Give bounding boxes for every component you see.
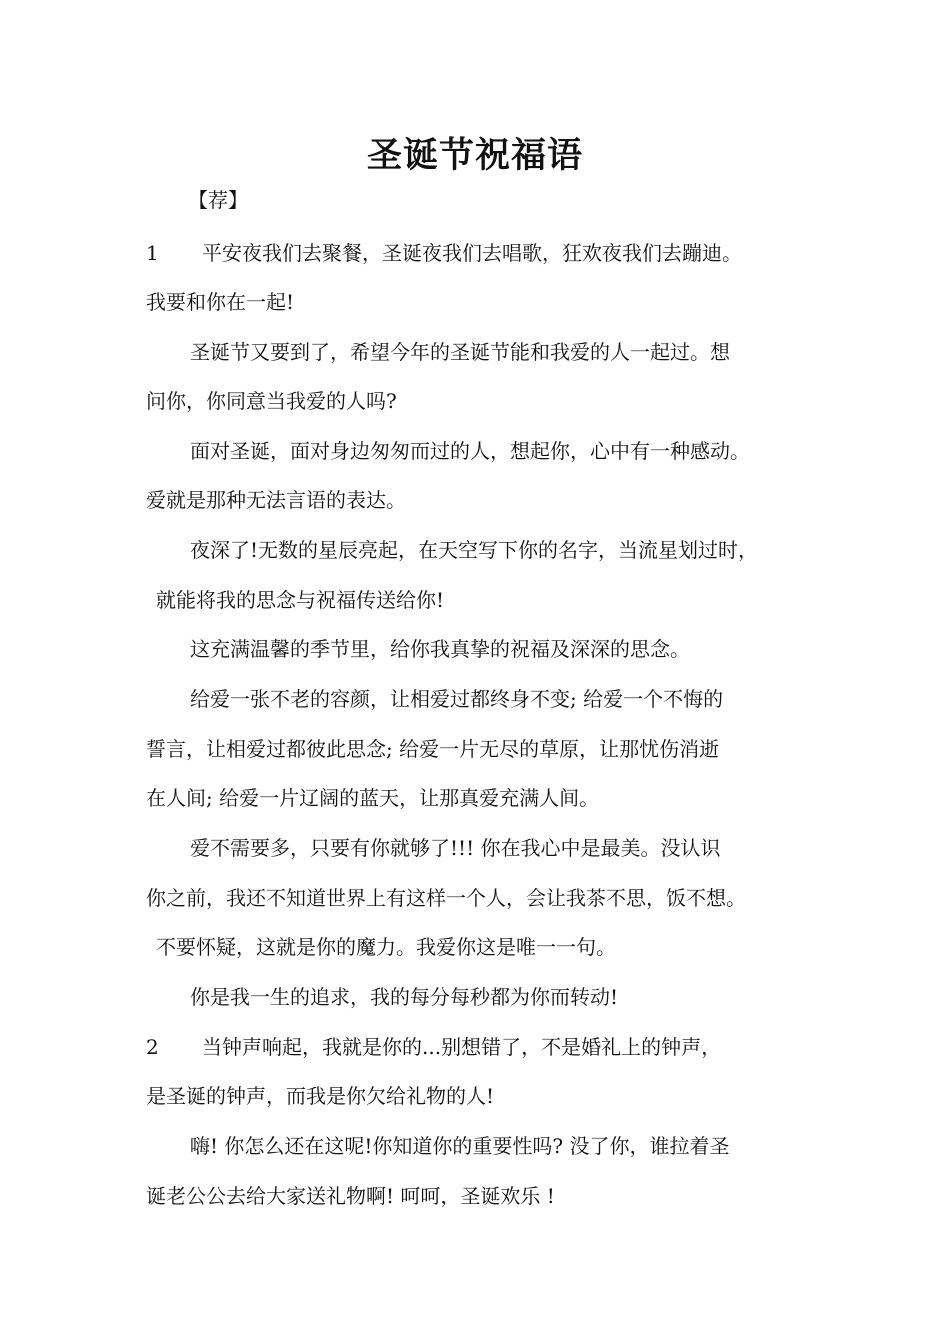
paragraph-line: 当钟声响起，我就是你的...别想错了，不是婚礼上的钟声， bbox=[202, 1035, 722, 1059]
paragraph-line: 不要怀疑，这就是你的魔力。我爱你这是唯一一句。 bbox=[156, 935, 616, 959]
paragraph-line: 我要和你在一起! bbox=[146, 290, 295, 314]
recommend-tag: 【荐】 bbox=[188, 188, 248, 212]
paragraph-line: 面对圣诞，面对身边匆匆而过的人，想起你，心中有一种感动。 bbox=[190, 439, 750, 463]
paragraph-line: 爱不需要多，只要有你就够了!!! 你在我心中是最美。没认识 bbox=[190, 836, 721, 860]
paragraph-line: 这充满温馨的季节里，给你我真挚的祝福及深深的思念。 bbox=[190, 637, 690, 661]
paragraph-line: 在人间; 给爱一片辽阔的蓝天，让那真爱充满人间。 bbox=[146, 786, 600, 810]
paragraph-line: 问你，你同意当我爱的人吗? bbox=[146, 389, 397, 413]
section-number: 1 bbox=[146, 241, 159, 265]
paragraph-line: 你是我一生的追求，我的每分每秒都为你而转动! bbox=[190, 985, 619, 1009]
paragraph-line: 圣诞节又要到了，希望今年的圣诞节能和我爱的人一起过。想 bbox=[190, 340, 730, 364]
section-number: 2 bbox=[146, 1035, 159, 1059]
paragraph-line: 誓言，让相爱过都彼此思念; 给爱一片无尽的草原，让那忧伤消逝 bbox=[146, 737, 720, 761]
document-title: 圣诞节祝福语 bbox=[366, 136, 583, 176]
paragraph-line: 你之前，我还不知道世界上有这样一个人，会让我茶不思，饭不想。 bbox=[146, 886, 746, 910]
paragraph-line: 就能将我的思念与祝福传送给你! bbox=[156, 588, 445, 612]
paragraph-line: 嗨! 你怎么还在这呢!你知道你的重要性吗? 没了你，谁拉着圣 bbox=[190, 1134, 730, 1158]
paragraph-line: 是圣诞的钟声，而我是你欠给礼物的人! bbox=[146, 1084, 495, 1108]
paragraph-line: 诞老公公去给大家送礼物啊! 呵呵，圣诞欢乐 ! bbox=[146, 1184, 555, 1208]
paragraph-line: 爱就是那种无法言语的表达。 bbox=[146, 488, 406, 512]
paragraph-line: 给爱一张不老的容颜，让相爱过都终身不变; 给爱一个不悔的 bbox=[190, 687, 724, 711]
paragraph-line: 平安夜我们去聚餐，圣诞夜我们去唱歌，狂欢夜我们去蹦迪。 bbox=[202, 241, 742, 265]
paragraph-line: 夜深了!无数的星辰亮起，在天空写下你的名字，当流星划过时， bbox=[190, 538, 759, 562]
